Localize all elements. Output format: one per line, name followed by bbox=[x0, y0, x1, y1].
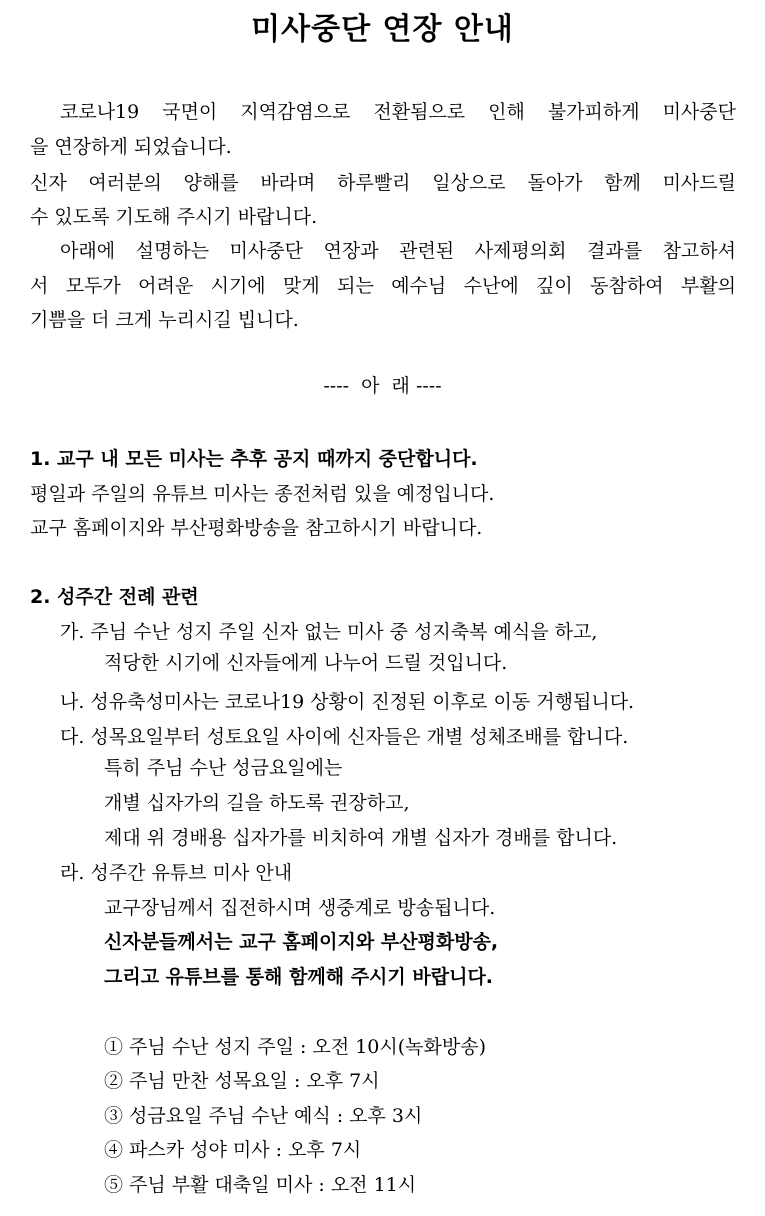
item-ga-continuation: 적당한 시기에 신자들에게 나누어 드릴 것입니다. bbox=[104, 652, 508, 674]
section-divider: ---- 아 래 ---- bbox=[323, 375, 442, 397]
document-title: 미사중단 연장 안내 bbox=[251, 12, 514, 47]
item-da: 다. 성목요일부터 성토요일 사이에 신자들은 개별 성체조배를 합니다. bbox=[60, 726, 629, 748]
item-da-continuation2: 개별 십자가의 길을 하도록 권장하고, bbox=[104, 792, 410, 814]
intro-p1-line1: 코로나19 국면이 지역감염으로 전환됨으로 인해 불가피하게 미사중단 bbox=[60, 101, 736, 123]
section1-heading: 1. 교구 내 모든 미사는 추후 공지 때까지 중단합니다. bbox=[30, 448, 478, 470]
intro-p3-line1: 아래에 설명하는 미사중단 연장과 관련된 사제평의회 결과를 참고하셔 bbox=[60, 240, 736, 262]
schedule-item-1: ① 주님 수난 성지 주일 : 오전 10시(녹화방송) bbox=[104, 1036, 486, 1058]
item-ra-continuation: 교구장님께서 집전하시며 생중계로 방송됩니다. bbox=[104, 897, 496, 919]
section2-heading: 2. 성주간 전례 관련 bbox=[30, 586, 199, 608]
item-ra-emphasis2: 그리고 유튜브를 통해 함께해 주시기 바랍니다. bbox=[104, 966, 494, 988]
item-da-continuation3: 제대 위 경배용 십자가를 비치하여 개별 십자가 경배를 합니다. bbox=[104, 827, 618, 849]
item-da-continuation1: 특히 주님 수난 성금요일에는 bbox=[104, 757, 343, 779]
item-ga: 가. 주님 수난 성지 주일 신자 없는 미사 중 성지축복 예식을 하고, bbox=[60, 621, 598, 643]
intro-p2-line1: 신자 여러분의 양해를 바라며 하루빨리 일상으로 돌아가 함께 미사드릴 bbox=[30, 172, 736, 194]
item-ra-emphasis1: 신자분들께서는 교구 홈페이지와 부산평화방송, bbox=[104, 931, 499, 953]
section1-line1: 평일과 주일의 유튜브 미사는 종전처럼 있을 예정입니다. bbox=[30, 483, 495, 505]
item-na: 나. 성유축성미사는 코로나19 상황이 진정된 이후로 이동 거행됩니다. bbox=[60, 691, 635, 713]
intro-p3-line2: 서 모두가 어려운 시기에 맞게 되는 예수님 수난에 깊이 동참하여 부활의 bbox=[30, 275, 736, 297]
item-ra: 라. 성주간 유튜브 미사 안내 bbox=[60, 862, 293, 884]
section1-line2: 교구 홈페이지와 부산평화방송을 참고하시기 바랍니다. bbox=[30, 517, 483, 539]
schedule-item-2: ② 주님 만찬 성목요일 : 오후 7시 bbox=[104, 1070, 380, 1092]
intro-p3-line3: 기쁨을 더 크게 누리시길 빕니다. bbox=[30, 309, 299, 331]
schedule-item-5: ⑤ 주님 부활 대축일 미사 : 오전 11시 bbox=[104, 1174, 417, 1196]
intro-p1-line2: 을 연장하게 되었습니다. bbox=[30, 136, 232, 158]
schedule-item-3: ③ 성금요일 주님 수난 예식 : 오후 3시 bbox=[104, 1105, 423, 1127]
schedule-item-4: ④ 파스카 성야 미사 : 오후 7시 bbox=[104, 1139, 362, 1161]
intro-p2-line2: 수 있도록 기도해 주시기 바랍니다. bbox=[30, 206, 318, 228]
